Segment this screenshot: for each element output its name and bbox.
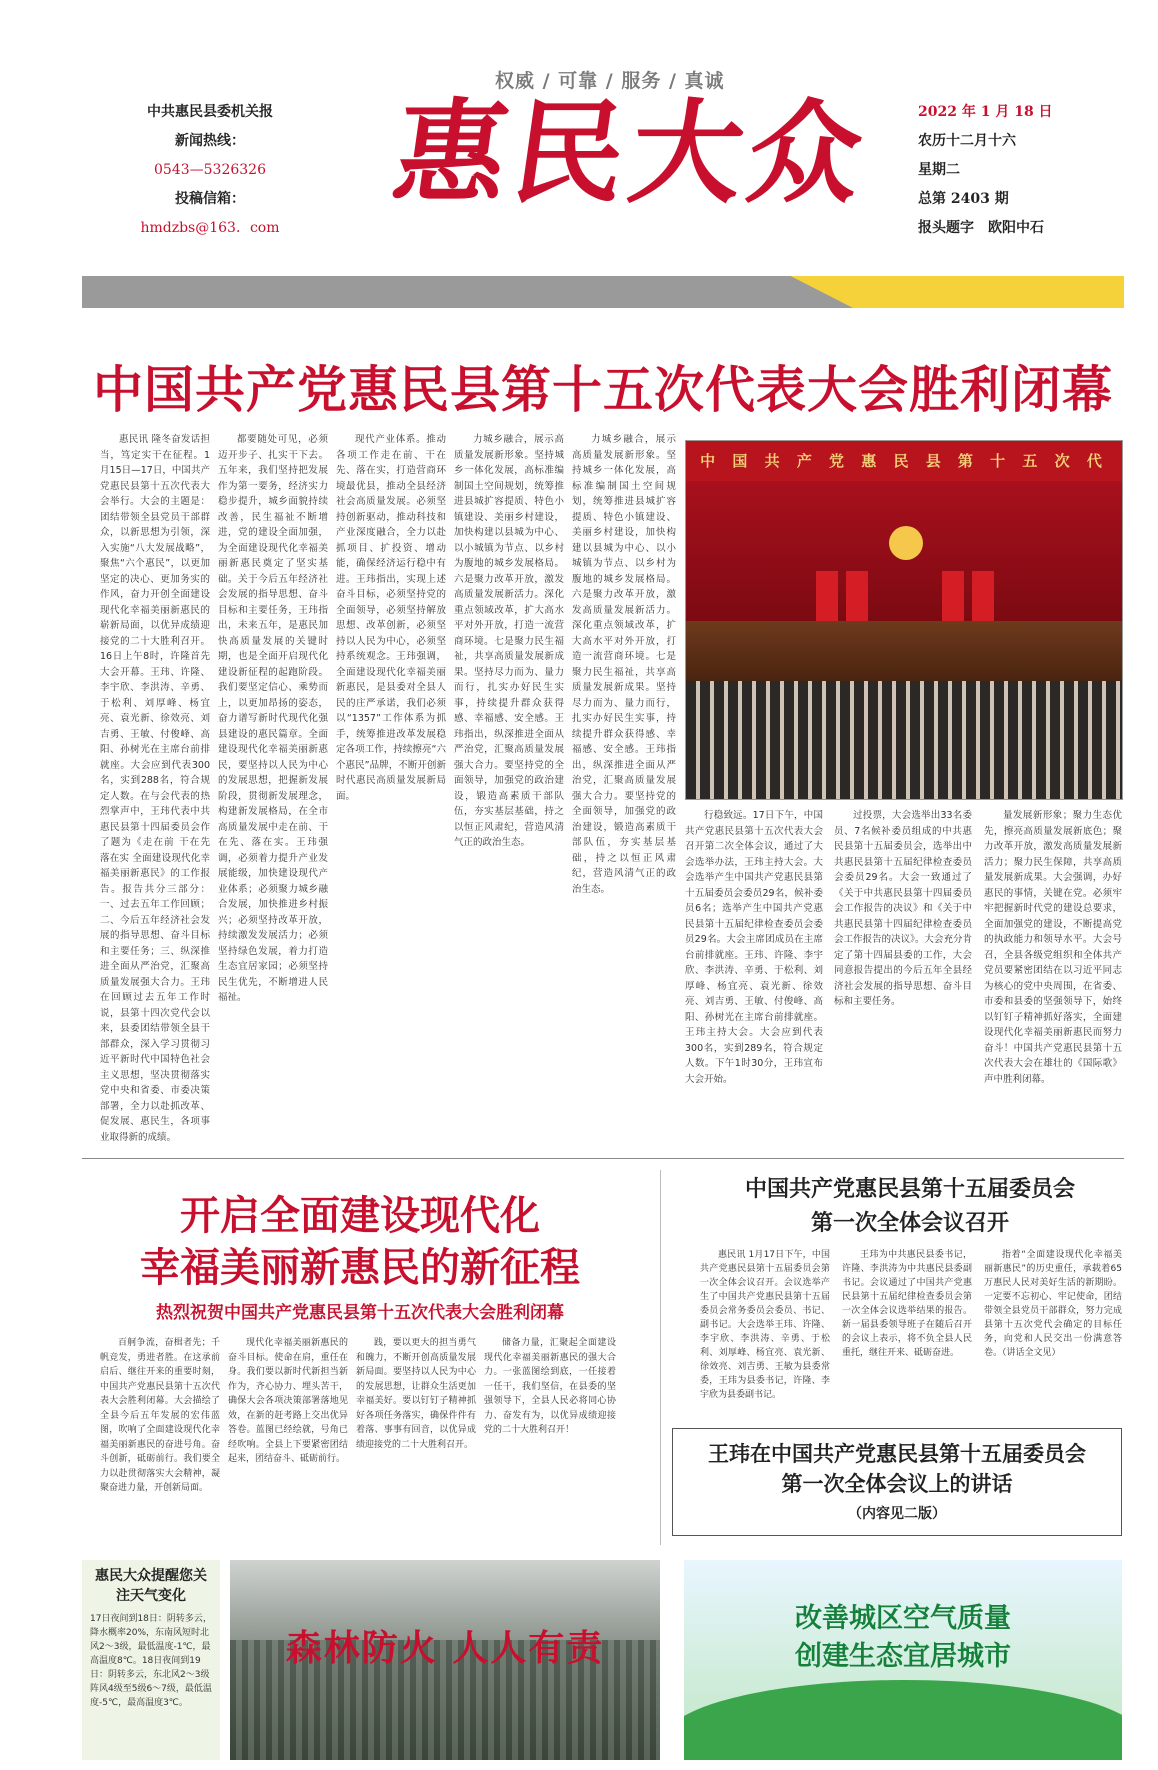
- speech-notice-box: [672, 1428, 1122, 1536]
- masthead-left-info: [115, 98, 305, 243]
- newspaper-logo: 惠民大众: [385, 88, 877, 219]
- column-divider: [660, 1170, 661, 1545]
- publisher-label: 中共惠民县委机关报: [147, 104, 273, 120]
- plenary-text: 惠民讯 1月17日下午，中国共产党惠民县第十五届委员会第一次全体会议召开。会议选举产生了中国共产党惠民县第十五届委员会常务委员会委员、书记、副书记。大会选举王玮、许隆、李宇欣、李洪涛、辛勇、于松利、刘厚峰、杨宜亮、袁光新、徐效亮、刘吉勇、王敏为县委常委，王玮为县委书记，许隆、李宇欣为县委副书记。: [700, 1250, 830, 1400]
- photo-banner: 中 国 共 产 党 惠 民 县 第 十 五 次 代: [686, 441, 1122, 481]
- feature-subtitle: 热烈祝贺中国共产党惠民县第十五次代表大会胜利闭幕: [156, 1303, 564, 1323]
- article-column-5: [572, 432, 676, 1152]
- article-text: 力城乡融合，展示高质量发展新形象。坚持城乡一体化发展，高标准编制国土空间规划，统筹推进县城扩容提质、特色小镇建设、美丽乡村建设，加快构建以县城为中心、以小城镇为节点、以乡村为腹地的城乡发展格局。六是聚力改革开放，激发高质量发展新活力。深化重点领域改革，扩大高水平对外开放，打造一流营商环境。七是聚力民生福祉，共享高质量发展新成果。坚持尽力而为、量力而行，扎实办好民生实事，持续提升群众获得感、幸福感、安全感。王玮指出，纵深推进全面从严治党，汇聚高质量发展强大合力。要坚持党的全面领导，加强党的政治建设，锻造高素质干部队伍，夯实基层基础，持之以恒正风肃纪，营造风清气正的政治生态。: [454, 434, 564, 848]
- audience-seats: [686, 681, 1122, 800]
- plenary-column-1: [700, 1248, 830, 1420]
- feature-text: 践，要以更大的担当勇气和魄力，不断开创高质量发展新局面。要坚持以人民为中心的发展思想，让群众生活更加幸福美好。要以钉钉子精神抓好各项任务落实，确保件件有着落、事事有回音，以优异成绩迎接党的二十大胜利召开。: [356, 1338, 476, 1450]
- party-emblem-icon: [889, 526, 923, 560]
- weather-forecast: 17日夜间到18日：阴转多云，降水概率20%，东南风短时北风2～3级，最低温度-1℃，最高温度8℃。18日夜间到19日：阴转多云，东北风2～3级阵风4级至5级6～7级，最低温度-5℃，最高温度3℃。: [90, 1614, 212, 1708]
- article-text: 力城乡融合，展示高质量发展新形象。坚持城乡一体化发展，高标准编制国土空间规划，统筹推进县城扩容提质、特色小镇建设、美丽乡村建设，加快构建以县城为中心、以小城镇为节点、以乡村为腹地的城乡发展格局。六是聚力改革开放，激发高质量发展新活力。深化重点领域改革，扩大高水平对外开放，打造一流营商环境。七是聚力民生福祉，共享高质量发展新成果。坚持尽力而为、量力而行，扎实办好民生实事，持续提升群众获得感、幸福感、安全感。王玮指出，纵深推进全面从严治党，汇聚高质量发展强大合力。要坚持党的全面领导，加强党的政治建设，锻造高素质干部队伍，夯实基层基础，持之以恒正风肃纪，营造风清气正的政治生态。: [572, 434, 676, 895]
- plenary-text: 指着“全面建设现代化幸福美丽新惠民”的历史重任，承载着65万惠民人民对美好生活的新期盼。一定要不忘初心、牢记使命，团结带领全县党员干部群众，努力完成县第十五次党代会确定的目标任务，向党和人民交出一份满意答卷。（讲话全文见）: [984, 1250, 1122, 1358]
- article-column-6: [685, 808, 823, 1152]
- red-flag-icon: [972, 571, 994, 621]
- main-headline: 中国共产党惠民县第十五次代表大会胜利闭幕: [93, 361, 1113, 419]
- feature-title: [100, 1190, 620, 1294]
- feature-column-1: [100, 1336, 220, 1544]
- forest-fire-slogan: 森林防火 人人有责: [285, 1628, 605, 1669]
- submission-email: hmdzbs@163．com: [140, 220, 280, 236]
- air-quality-line2: 创建生态宜居城市: [795, 1641, 1011, 1672]
- hotline-phone: 0543—5326326: [154, 162, 266, 178]
- article-text: 过投票，大会选举出33名委员、7名候补委员组成的中共惠民县第十五届委员会，选举出中共惠民县第十五届纪律检查委员会委员29名。大会一致通过了《关于中共惠民县第十四届委员会工作报告的决议》和《关于中共惠民县第十四届纪律检查委员会工作报告的决议》。大会充分肯定了第十四届县委的工作，大会同意报告提出的今后五年全县经济社会发展的指导思想、奋斗目标和主要任务。: [834, 810, 972, 1007]
- masthead-right-info: [918, 98, 1108, 243]
- feature-column-2: [228, 1336, 348, 1544]
- conference-photo: [685, 440, 1123, 800]
- section-divider: [82, 1158, 1124, 1159]
- forest-fire-ad: [230, 1560, 660, 1760]
- article-column-2: [218, 432, 328, 1152]
- article-column-3: [336, 432, 446, 1152]
- plenary-column-3: [984, 1248, 1122, 1420]
- air-quality-line1: 改善城区空气质量: [795, 1603, 1011, 1634]
- article-text: 都要随处可见，必须迈开步子、扎实干下去。五年来，我们坚持把发展作为第一要务，经济实力稳步提升，城乡面貌持续改善，民生福祉不断增进，党的建设全面加强，为全面建设现代化幸福美丽新惠民奠定了坚实基础。关于今后五年经济社会发展的指导思想、奋斗目标和主要任务，王玮指出，未来五年，是惠民加快高质量发展的关键时期，也是全面开启现代化建设新征程的起跑阶段。我们要坚定信心、乘势而上，以更加昂扬的姿态，奋力谱写新时代现代化强县建设的惠民篇章。全面建设现代化幸福美丽新惠民，要坚持以人民为中心的发展思想，把握新发展阶段，贯彻新发展理念，构建新发展格局，在全市高质量发展中走在前、干在先、落在实。王玮强调，必须着力提升产业发展能级，加快建设现代产业体系；必须聚力城乡融合发展，加快推进乡村振兴；必须坚持改革开放，持续激发发展活力；必须坚持绿色发展，着力打造生态宜居家园；必须坚持民生优先，不断增进人民福祉。: [218, 434, 328, 1003]
- feature-text: 储备力量，汇聚起全面建设现代化幸福美丽新惠民的强大合力。一张蓝图绘到底，一任接着一任干，我们坚信，在县委的坚强领导下，全县人民必将同心协力、奋发有为，以优异成绩迎接党的二十大胜利召开！: [484, 1338, 616, 1435]
- red-flag-icon: [942, 571, 964, 621]
- feature-column-3: [356, 1336, 476, 1544]
- plenary-title-line2: 第一次全体会议召开: [810, 1210, 1009, 1236]
- weather-box: [82, 1560, 220, 1760]
- weather-title: 惠民大众提醒您关注天气变化: [95, 1568, 207, 1604]
- article-text: 行稳致远。17日下午，中国共产党惠民县第十五次代表大会召开第二次全体会议，通过了大会选举办法，王玮主持大会。大会选举产生中国共产党惠民县第十五届委员会委员29名，候补委员6名；选举产生中国共产党惠民县第十五届纪律检查委员会委员29名。大会主席团成员在主席台前排就座。王玮、许隆、李宇欣、李洪涛、辛勇、于松利、刘厚峰、杨宜亮、袁光新、徐效亮、刘吉勇、王敏、付俊峰、高阳、孙树光在主席台前排就座。王玮主持大会。大会应到代表300名，实到289名，符合规定人数。下午1时30分，王玮宣布大会开始。: [685, 810, 823, 1085]
- feature-column-4: [484, 1336, 616, 1544]
- plenary-title: [700, 1172, 1120, 1240]
- article-text: 量发展新形象；聚力生态优先，擦亮高质量发展新底色；聚力改革开放，激发高质量发展新活力；聚力民生保障，共享高质量发展新成果。大会强调，办好惠民的事情，关键在党。必须牢牢把握新时代党的建设总要求，全面加强党的建设，不断提高党的执政能力和领导水平。大会号召，全县各级党组织和全体共产党员要紧密团结在以习近平同志为核心的党中央周围，在省委、市委和县委的坚强领导下，始终以钉钉子精神抓好落实，全面建设现代化幸福美丽新惠民而努力奋斗！中国共产党惠民县第十五次代表大会在雄壮的《国际歌》声中胜利闭幕。: [984, 810, 1122, 1085]
- red-flag-icon: [846, 571, 868, 621]
- email-label: 投稿信箱：: [175, 191, 245, 207]
- rostrum: [686, 621, 1122, 681]
- feature-text: 现代化幸福美丽新惠民的奋斗目标。使命在肩，重任在身。我们要以新时代新担当新作为，齐心协力、埋头苦干，确保大会各项决策部署落地见效，在新的赶考路上交出优异答卷。蓝图已经绘就，号角已经吹响。全县上下要紧密团结起来，团结奋斗、砥砺前行。: [228, 1338, 348, 1464]
- article-column-4: [454, 432, 564, 1152]
- feature-text: 百舸争流，奋楫者先；千帆竞发，勇进者胜。在这承前启后、继往开来的重要时刻，中国共产党惠民县第十五次代表大会胜利闭幕。大会描绘了全县今后五年发展的宏伟蓝图，吹响了全面建设现代化幸福美丽新惠民的奋进号角。奋斗创新，砥砺前行。我们要全力以赴贯彻落实大会精神，凝聚奋进力量，开创新局面。: [100, 1338, 220, 1493]
- plenary-title-line1: 中国共产党惠民县第十五届委员会: [744, 1176, 1075, 1202]
- issue-date: 2022 年 1 月 18 日: [918, 104, 1053, 120]
- lunar-date: 农历十二月十六: [918, 133, 1016, 149]
- plenary-text: 王玮为中共惠民县委书记，许隆、李洪涛为中共惠民县委副书记。会议通过了中国共产党惠民县第十五届纪律检查委员会第一次全体会议选举结果的报告。新一届县委领导班子在随后召开的会议上表示，将不负全县人民重托，继往开来、砥砺奋进。: [842, 1250, 972, 1358]
- article-column-1: [100, 432, 210, 1152]
- air-quality-slogan: [684, 1600, 1122, 1676]
- hotline-label: 新闻热线：: [175, 133, 245, 149]
- article-text: 现代产业体系。推动各项工作走在前、干在先、落在实，打造营商环境最优县，推动全县经济社会高质量发展。必须坚持创新驱动，推动科技和产业深度融合，全力以赴抓项目、扩投资、增动能，确保经济运行稳中有进。王玮指出，实现上述奋斗目标，必须坚持党的全面领导，必须坚持解放思想、改革创新，必须坚持以人民为中心，必须坚持系统观念。王玮强调，全面建设现代化幸福美丽新惠民，是县委对全县人民的庄严承诺，我们必须以“1357”工作体系为抓手，统筹推进改革发展稳定各项工作，持续擦亮“六个惠民”品牌，不断开创新时代惠民高质量发展新局面。: [336, 434, 446, 802]
- plenary-column-2: [842, 1248, 972, 1420]
- weekday: 星期二: [918, 162, 960, 178]
- article-text: 惠民讯 隆冬奋发话担当，笃定实干在征程。1月15日—17日，中国共产党惠民县第十五次代表大会举行。大会的主题是：团结带领全县党员干部群众，以新思想为引领，深入实施“八大发展战略”，聚焦“六个惠民”，以更加坚定的决心、更加务实的作风，奋力开创全面建设现代化幸福美丽新惠民的崭新局面，以优异成绩迎接党的二十大胜利召开。16日上午8时，许隆首先大会开幕。王玮、许隆、李宇欣、李洪涛、辛勇、于松利、刘厚峰、杨宜亮、袁光新、徐效亮、刘吉勇、王敏、付俊峰、高阳、孙树光在主席台前排就座。大会应到代表300名，实到288名，符合规定人数。在与会代表的热烈掌声中，王玮代表中共惠民县第十四届委员会作了题为《走在前 干在先 落在实 全面建设现代化幸福美丽新惠民》的工作报告。报告共分三部分：一、过去五年工作回顾；二、今后五年经济社会发展的指导思想、奋斗目标和主要任务；三、纵深推进全面从严治党，汇聚高质量发展强大合力。王玮在回顾过去五年工作时说，县第十四次党代会以来，县委团结带领全县干部群众，深入学习贯彻习近平新时代中国特色社会主义思想，坚决贯彻落实党中央和省委、市委决策部署，全力以赴抓改革、促发展、惠民生，各项事业取得新的成绩。: [100, 434, 210, 1143]
- feature-title-line1: 开启全面建设现代化: [180, 1192, 540, 1239]
- issue-number: 总第 2403 期: [918, 191, 1009, 207]
- calligraphy-credit: 报头题字 欧阳中石: [918, 220, 1044, 236]
- speech-page-note: （内容见二版）: [848, 1506, 946, 1522]
- red-flag-icon: [816, 571, 838, 621]
- air-quality-ad: [684, 1560, 1122, 1760]
- article-column-7: [834, 808, 972, 1152]
- article-column-8: [984, 808, 1122, 1152]
- speech-title-line2: 第一次全体会议上的讲话: [781, 1471, 1013, 1496]
- green-hill-illustration: [684, 1680, 1122, 1760]
- speech-title-line1: 王玮在中国共产党惠民县第十五届委员会: [708, 1441, 1086, 1466]
- masthead-slogan: 权威 / 可靠 / 服务 / 真诚: [495, 70, 725, 92]
- feature-title-line2: 幸福美丽新惠民的新征程: [140, 1244, 580, 1291]
